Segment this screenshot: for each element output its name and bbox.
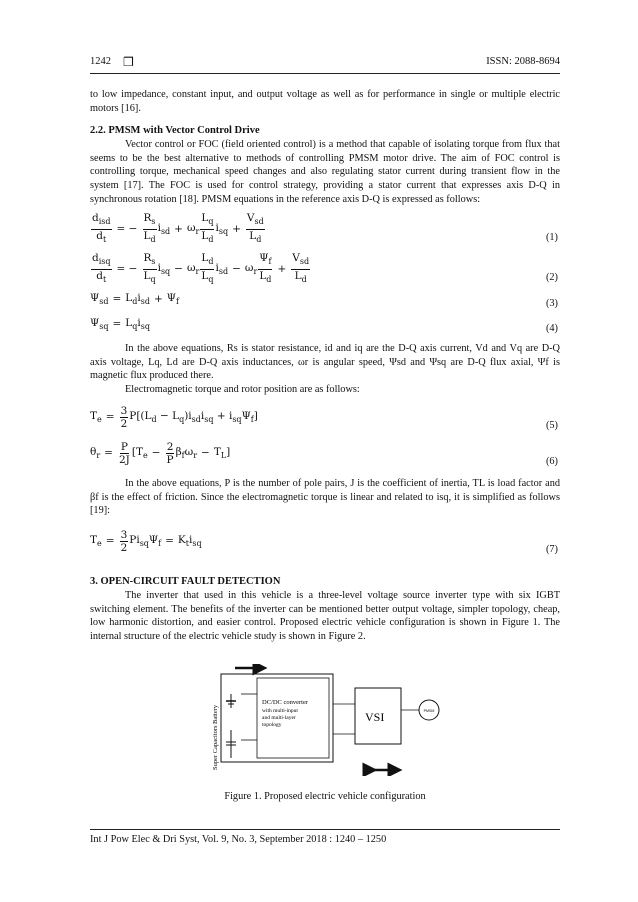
equation-1-formula: $\frac{d_{isd}}{d_t}$ = − $\frac{R_s}{L_d}$ $i_{sd}$ + $\omega_r$ $\frac{L_q}{L_d}$ $i_{sq}$ + $\frac{V_{sd}}{L_d}$ [92, 212, 264, 244]
footer-rule [90, 829, 560, 830]
supercap-label: Super Capacitors [212, 725, 219, 770]
figure-1-caption: Figure 1. Proposed electric vehicle configuration [224, 791, 426, 802]
equation-6-formula: $\theta_r$ = $\frac{P}{2J}$ [$T_e$ − $\frac{2}{P}$ $\beta_f\omega_r$ − $T_L$] [90, 440, 231, 466]
equation-2-number: (2) [545, 272, 558, 283]
equation-5 [90, 400, 560, 434]
equation-5-number: (5) [545, 420, 558, 431]
section-2-2-paragraph-2: In the above equations, Rs is stator resistance, id and iq are the D-Q axis current, Vd and Vq are D-Q axis voltage, Lq, Ld are D-Q axis inductances, ωr is angular speed, Ψsd and Ψsq are D-Q flux axial, Ψf is magnetic flux produced there. [90, 343, 560, 382]
issn: ISSN: 2088-8694 [486, 56, 560, 67]
equation-3-number: (3) [545, 298, 558, 309]
equation-1-number: (1) [545, 232, 558, 243]
figure-1-diagram [205, 664, 445, 776]
converter-label-2: with multi-input [262, 708, 298, 714]
equation-2-formula: $\frac{d_{isq}}{d_t}$ = − $\frac{R_s}{L_q}$ $i_{sq}$ − $\omega_r$ $\frac{L_d}{L_q}$ $i_{sd}$ − $\omega_r$ $\frac{\Psi_f}{L_d}$ + $\frac{V_{sd}}{L_d}$ [92, 252, 310, 284]
intro-paragraph: to low impedance, constant input, and output voltage as well as for performance in single or multiple electric motors [16]. [90, 89, 560, 114]
page-number: 1242 [90, 56, 111, 67]
converter-label-4: topology [262, 722, 282, 728]
equation-3 [90, 286, 560, 312]
section-2-2-title: 2.2. PMSM with Vector Control Drive [90, 125, 260, 136]
equation-6-number: (6) [545, 456, 558, 467]
equation-2 [90, 252, 560, 286]
equation-1 [90, 212, 560, 246]
equation-3-formula: $\Psi_{sd}$ = $L_di_{sd}$ + $\Psi_f$ [90, 291, 179, 307]
equation-5-formula: $T_e$ = $\frac{3}{2}$ $P[(L_d - L_q)i_{sd}i_{sq} + i_{sq}\Psi_f]$ [90, 404, 258, 430]
motor-label: PMSM [423, 709, 435, 713]
figure-1-svg [205, 664, 445, 776]
equation-4-number: (4) [545, 323, 558, 334]
section-2-2-paragraph-4: In the above equations, P is the number of pole pairs, J is the coefficient of inertia, TL is load factor and βf is the effect of friction. Since the electromagnetic torque is linear and related to isq, it is simplified as follows [19]: [90, 478, 560, 517]
footer-citation: Int J Pow Elec & Dri Syst, Vol. 9, No. 3, September 2018 : 1240 – 1250 [90, 834, 387, 845]
equation-4-formula: $\Psi_{sq}$ = $L_qi_{sq}$ [90, 316, 150, 332]
equation-4 [90, 311, 560, 337]
equation-6 [90, 436, 560, 470]
equation-7-formula: $T_e$ = $\frac{3}{2}$ $Pi_{sq}\Psi_f$ = $K_ti_{sq}$ [90, 528, 202, 554]
vsi-label: VSI [365, 710, 385, 724]
page-header [90, 56, 560, 70]
section-2-2-paragraph-3: Electromagnetic torque and rotor position are as follows: [125, 384, 360, 395]
section-3-title: 3. OPEN-CIRCUIT FAULT DETECTION [90, 576, 281, 587]
converter-label-1: DC/DC converter [262, 699, 309, 706]
equation-7-number: (7) [545, 544, 558, 555]
box-glyph-icon: ❒ [123, 55, 134, 69]
battery-label: Battery [212, 704, 219, 724]
section-3-paragraph-1: The inverter that used in this vehicle is a three-level voltage source inverter type with six IGBT switching element. The benefits of the inverter can be mentioned better output voltage, simpler topology, cheap, low harmonic distortion, and easier control. Proposed electric vehicle configuration is shown in Figure 1. The internal structure of the electric vehicle study is shown in Figure 2. [90, 590, 560, 643]
section-2-2-paragraph-1: Vector control or FOC (field oriented control) is a method that capable of isolating torque from flux that seems to be the best alternative to methods of controlling PMSM motor drive. The aim of FOC control is controlling torque, mechanical speed changes and also regulating stator current during transient flow in the system [17]. The FOC is used for control strategy, providing a stator current that expresses axis D-Q in synchronous rotation [18]. PMSM equations in the reference axis D-Q is expressed as follows: [90, 139, 560, 205]
converter-label-3: and multi-layer [262, 715, 296, 721]
equation-7 [90, 524, 560, 558]
header-rule [90, 73, 560, 74]
